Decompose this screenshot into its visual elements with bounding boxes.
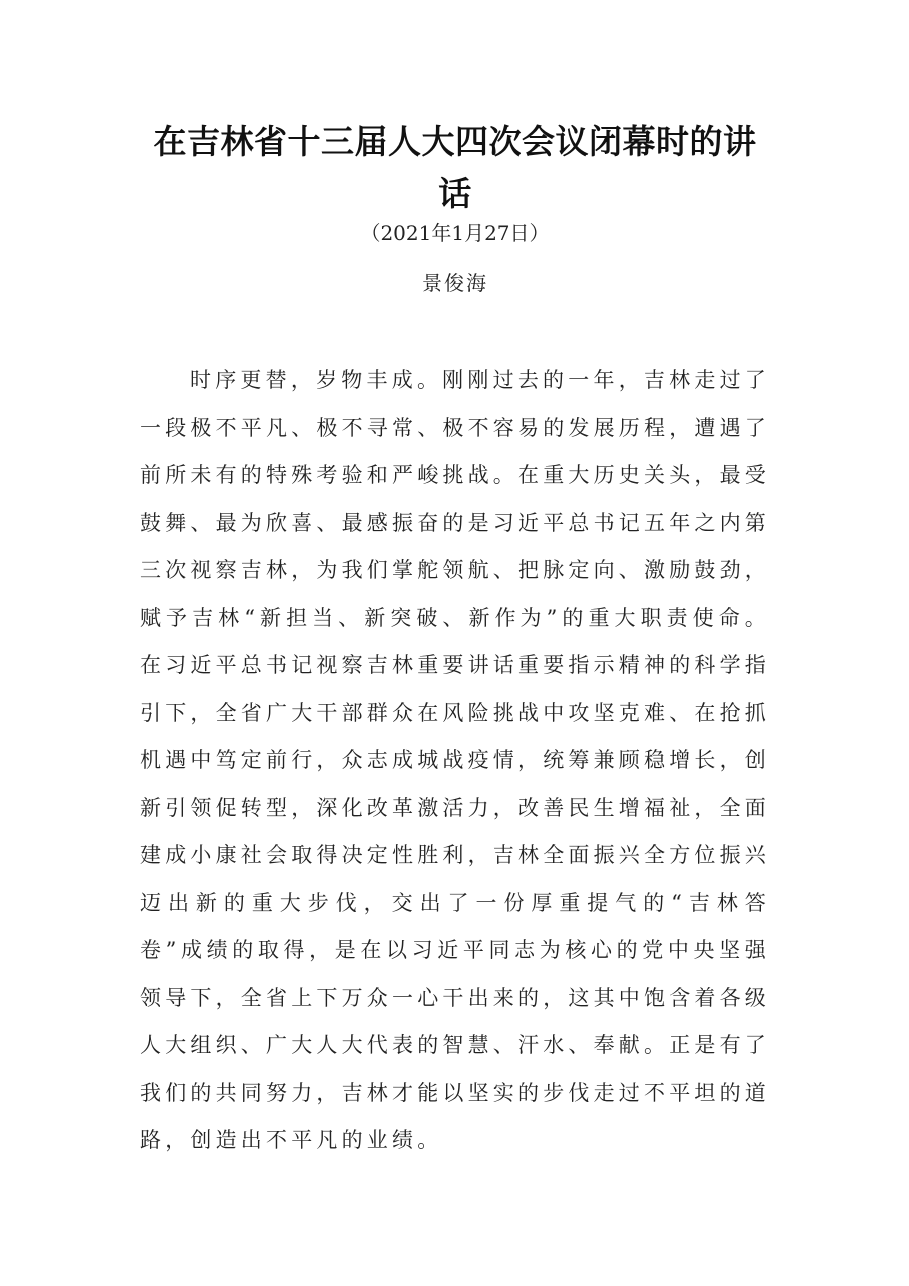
author-name: 景俊海: [422, 271, 488, 295]
body-paragraph: 时序更替，岁物丰成。刚刚过去的一年，吉林走过了一段极不平凡、极不寻常、极不容易的发展历程，遭遇了前所未有的特殊考验和严峻挑战。在重大历史关头，最受鼓舞、最为欣喜、最感振奋的是习近平总书记五年之内第三次视察吉林，为我们掌舵领航、把脉定向、激励鼓劲，赋予吉林“新担当、新突破、新作为”的重大职责使命。在习近平总书记视察吉林重要讲话重要指示精神的科学指引下，全省广大干部群众在风险挑战中攻坚克难、在抢抓机遇中笃定前行，众志成城战疫情，统筹兼顾稳增长，创新引领促转型，深化改革激活力，改善民生增福祉，全面建成小康社会取得决定性胜利，吉林全面振兴全方位振兴迈出新的重大步伐，交出了一份厚重提气的“吉林答卷”成绩的取得，是在以习近平同志为核心的党中央坚强领导下，全省上下万众一心干出来的，这其中饱含着各级人大组织、广大人大代表的智慧、汗水、奉献。正是有了我们的共同努力，吉林才能以坚实的步伐走过不平坦的道路，创造出不平凡的业绩。: [140, 368, 770, 1152]
document-title: 在吉林省十三届人大四次会议闭幕时的讲话: [153, 122, 757, 213]
speech-date: （2021年1月27日）: [360, 221, 550, 245]
